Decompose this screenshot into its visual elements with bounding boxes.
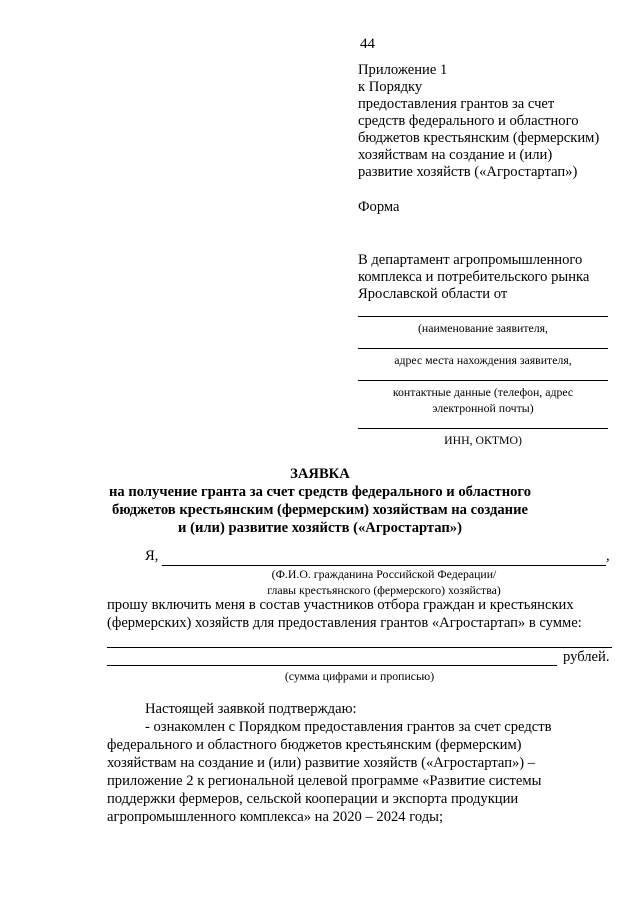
form-label: Форма	[358, 199, 400, 215]
sum-currency: рублей.	[563, 649, 610, 665]
applicant-contacts-caption-1: контактные данные (телефон, адрес	[392, 385, 574, 399]
confirm-line: агропромышленного комплекса» на 2020 – 2024 годы;	[107, 809, 444, 825]
applicant-fio-caption-2: главы крестьянского (фермерского) хозяйства)	[267, 583, 501, 597]
applicant-fio-caption-1: (Ф.И.О. гражданина Российской Федерации/	[271, 567, 497, 581]
applicant-name-caption: (наименование заявителя,	[417, 321, 549, 335]
applicant-address-field[interactable]	[358, 348, 608, 349]
applicant-suffix: ,	[606, 548, 610, 564]
confirm-line: федерального и областного бюджетов крестьянским (фермерским)	[107, 737, 522, 753]
applicant-prefix: Я,	[145, 548, 159, 564]
page-number: 44	[360, 36, 375, 52]
addressee-block	[358, 252, 618, 303]
appendix-line: хозяйствам на создание и (или)	[358, 147, 553, 163]
confirm-line: поддержки фермеров, сельской кооперации и экспорта продукции	[107, 791, 519, 807]
sum-field-line-1[interactable]	[107, 647, 612, 648]
appendix-line: к Порядку	[358, 79, 423, 95]
request-paragraph	[107, 596, 612, 632]
appendix-header	[358, 62, 628, 181]
applicant-name-field[interactable]	[358, 316, 608, 317]
addressee-line: комплекса и потребительского рынка	[358, 269, 590, 285]
request-line: прошу включить меня в состав участников отбора граждан и крестьянских	[107, 597, 574, 613]
sum-field-line-2[interactable]	[107, 665, 557, 666]
applicant-inn-field[interactable]	[358, 428, 608, 429]
applicant-inn-caption: ИНН, ОКТМО)	[444, 433, 522, 447]
sum-caption: (сумма цифрами и прописью)	[284, 669, 435, 683]
addressee-line: Ярославской области от	[358, 286, 508, 302]
applicant-address-caption: адрес места нахождения заявителя,	[394, 353, 572, 367]
appendix-line: развитие хозяйств («Агростартап»)	[358, 164, 578, 180]
confirm-line: приложение 2 к региональной целевой программе «Развитие системы	[107, 773, 542, 789]
title-line: и (или) развитие хозяйств («Агростартап»)	[178, 520, 462, 536]
document-title	[0, 465, 640, 537]
request-line: (фермерских) хозяйств для предоставления грантов «Агростартап» в сумме:	[107, 615, 582, 631]
appendix-line: бюджетов крестьянским (фермерским)	[358, 130, 600, 146]
appendix-line: средств федерального и областного	[358, 113, 579, 129]
appendix-line: предоставления грантов за счет	[358, 96, 555, 112]
confirm-line: - ознакомлен с Порядком предоставления грантов за счет средств	[145, 719, 552, 735]
confirm-item-1	[107, 718, 612, 826]
title-line: на получение гранта за счет средств федерального и областного	[109, 484, 531, 500]
confirm-line: хозяйствам на создание и (или) развитие хозяйств («Агростартап») –	[107, 755, 536, 771]
addressee-line: В департамент агропромышленного	[358, 252, 583, 268]
appendix-line: Приложение 1	[358, 62, 448, 78]
applicant-contacts-caption-2: электронной почты)	[432, 401, 534, 415]
confirm-intro: Настоящей заявкой подтверждаю:	[145, 701, 357, 717]
applicant-contacts-field[interactable]	[358, 380, 608, 381]
title-heading: ЗАЯВКА	[290, 466, 350, 482]
title-line: бюджетов крестьянским (фермерским) хозяйствам на создание	[112, 502, 528, 518]
